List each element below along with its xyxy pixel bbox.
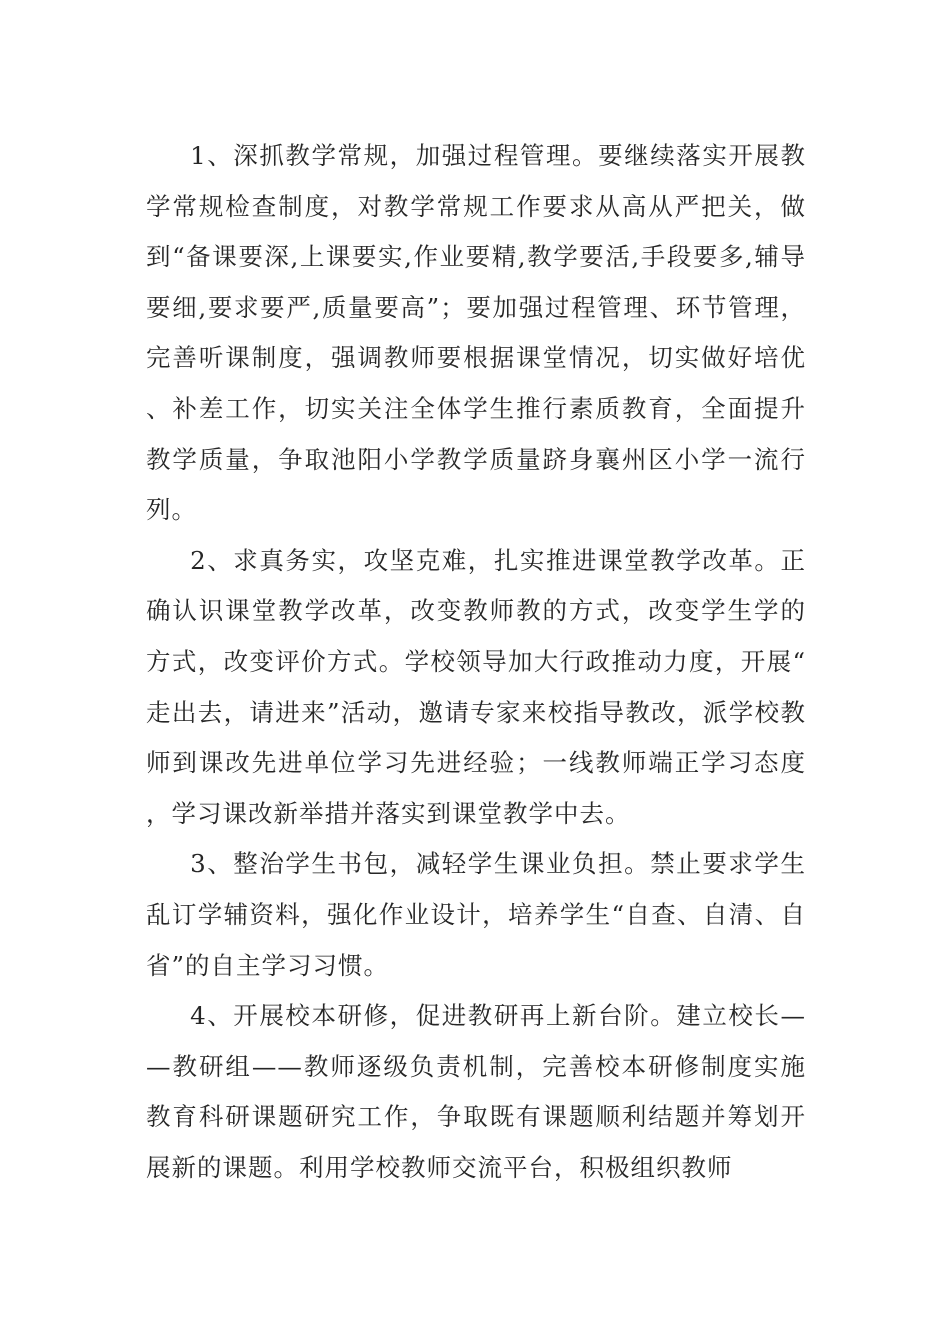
paragraph-4: 4、开展校本研修，促进教研再上新台阶。建立校长——教研组——教师逐级负责机制，完善校本研修制度实施教育科研课题研究工作，争取既有课题顺利结题并筹划开展新的课题。利用学校教师交流平台，积极组织教师 — [146, 1001, 806, 1182]
paragraph-2: 2、求真务实，攻坚克难，扎实推进课堂教学改革。正确认识课堂教学改革，改变教师教的方式，改变学生学的方式，改变评价方式。学校领导加大行政推动力度，开展“走出去，请进来”活动，邀请专家来校指导教改，派学校教师到课改先进单位学习先进经验；一线教师端正学习态度，学习课改新举措并落实到课堂教学中去。 — [146, 545, 806, 828]
document-body — [146, 131, 806, 1193]
paragraph-1: 1、深抓教学常规，加强过程管理。要继续落实开展教学常规检查制度，对教学常规工作要求从高从严把关，做到“备课要深,上课要实,作业要精,教学要活,手段要多,辅导要细,要求要严,质量要高”；要加强过程管理、环节管理，完善听课制度，强调教师要根据课堂情况，切实做好培优、补差工作，切实关注全体学生推行素质教育，全面提升教学质量，争取池阳小学教学质量跻身襄州区小学一流行列。 — [146, 141, 806, 525]
paragraph-3: 3、整治学生书包，减轻学生课业负担。禁止要求学生乱订学辅资料，强化作业设计，培养学生“自查、自清、自省”的自主学习习惯。 — [146, 849, 806, 980]
